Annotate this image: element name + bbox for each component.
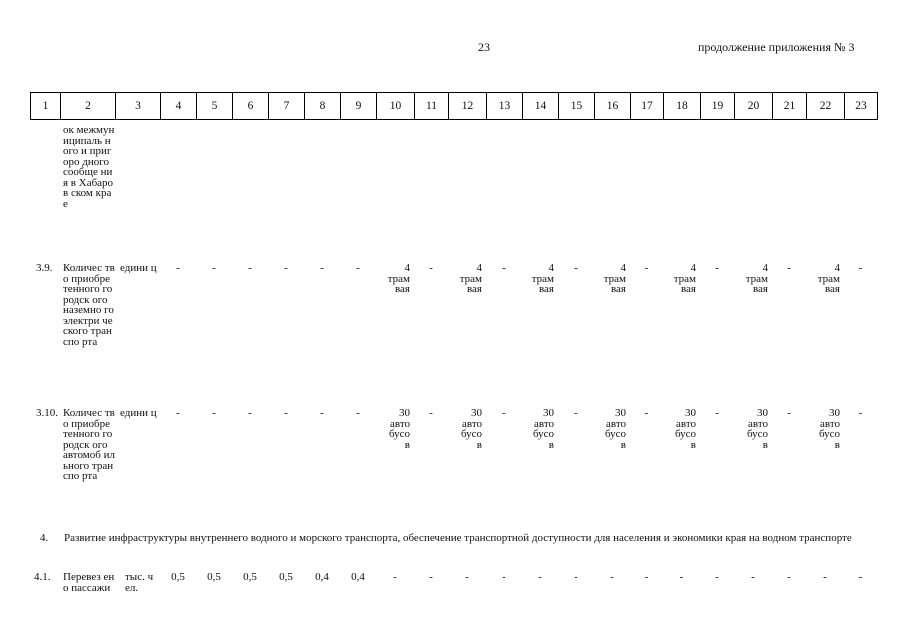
row-3-10-number: 3.10. bbox=[36, 407, 58, 419]
appendix-label: продолжение приложения № 3 bbox=[698, 40, 855, 54]
column-number-cell: 23 bbox=[845, 93, 878, 119]
row-3-10-value-count: 30 bbox=[399, 407, 410, 419]
row-3-10-value-unit: авто бусо в bbox=[532, 417, 554, 451]
column-number-cell: 22 bbox=[807, 93, 845, 119]
column-number-cell: 19 bbox=[701, 93, 735, 119]
continued-row-name: ок межмун иципаль ного и пригоро дного сообще ния в Хабаров ском крае bbox=[63, 124, 115, 210]
row-3-9-dash-col-17: - bbox=[644, 262, 649, 274]
row-4-1-value: 0,5 bbox=[279, 571, 293, 583]
row-4-1-value: - bbox=[858, 571, 863, 583]
row-4-1-value: - bbox=[610, 571, 614, 583]
row-3-9-value-col-12 bbox=[448, 263, 486, 295]
row-3-9-dash-col-8: - bbox=[320, 262, 324, 274]
row-4-1-value: - bbox=[751, 571, 755, 583]
row-3-9-value-col-20 bbox=[734, 263, 772, 295]
column-number-cell: 11 bbox=[415, 93, 449, 119]
row-4-1-value: - bbox=[538, 571, 542, 583]
row-3-10-dash-col-7: - bbox=[284, 407, 288, 419]
row-3-9-value-col-18 bbox=[663, 263, 700, 295]
row-3-9-dash-col-9: - bbox=[356, 262, 360, 274]
row-3-9-dash-col-11: - bbox=[429, 262, 433, 274]
row-3-10-dash-col-23: - bbox=[858, 407, 863, 419]
column-number-cell: 8 bbox=[305, 93, 341, 119]
row-3-9-dash-col-21: - bbox=[787, 262, 791, 274]
row-3-10-value-col-16 bbox=[594, 408, 630, 450]
column-number-cell: 5 bbox=[197, 93, 233, 119]
row-4-1-value: - bbox=[823, 571, 827, 583]
row-3-9-value-count: 4 bbox=[404, 262, 410, 274]
row-3-10-value-count: 30 bbox=[615, 407, 626, 419]
row-4-1-name: Перевез ено пассажи bbox=[63, 571, 115, 594]
row-4-1-value: - bbox=[465, 571, 469, 583]
row-3-9-value-count: 4 bbox=[762, 262, 768, 274]
row-3-10-value-col-10 bbox=[376, 408, 414, 450]
row-3-9-value-count: 4 bbox=[690, 262, 696, 274]
row-3-10-value-col-20 bbox=[734, 408, 772, 450]
row-3-9-number: 3.9. bbox=[36, 262, 53, 274]
column-number-cell: 15 bbox=[559, 93, 595, 119]
row-3-9-value-col-22 bbox=[806, 263, 844, 295]
column-number-cell: 10 bbox=[377, 93, 415, 119]
column-number-cell: 16 bbox=[595, 93, 631, 119]
row-3-10-value-count: 30 bbox=[543, 407, 554, 419]
row-3-10-dash-col-11: - bbox=[429, 407, 433, 419]
row-3-10-value-count: 30 bbox=[757, 407, 768, 419]
row-4-1-value: - bbox=[393, 571, 397, 583]
row-3-9-value-count: 4 bbox=[620, 262, 626, 274]
row-3-9-dash-col-13: - bbox=[502, 262, 506, 274]
column-number-cell: 4 bbox=[161, 93, 197, 119]
row-3-9-dash-col-6: - bbox=[248, 262, 252, 274]
row-3-10-dash-col-9: - bbox=[356, 407, 360, 419]
row-4-1-value: - bbox=[715, 571, 719, 583]
row-3-10-value-unit: авто бусо в bbox=[460, 417, 482, 451]
column-number-cell: 21 bbox=[773, 93, 807, 119]
row-3-9-value-unit: трам вая bbox=[673, 272, 696, 295]
column-number-cell: 12 bbox=[449, 93, 487, 119]
row-3-9-value-unit: трам вая bbox=[603, 272, 626, 295]
row-3-10-value-unit: авто бусо в bbox=[746, 417, 768, 451]
row-3-9-value-unit: трам вая bbox=[745, 272, 768, 295]
row-3-10-value-count: 30 bbox=[471, 407, 482, 419]
row-3-9-value-col-16 bbox=[594, 263, 630, 295]
column-number-cell: 1 bbox=[31, 93, 61, 119]
row-4-1-value: 0,4 bbox=[315, 571, 329, 583]
row-4-1-value: - bbox=[429, 571, 433, 583]
column-number-cell: 18 bbox=[664, 93, 701, 119]
row-3-9-value-count: 4 bbox=[548, 262, 554, 274]
row-3-10-dash-col-4: - bbox=[176, 407, 180, 419]
row-4-1-unit: тыс. чел. bbox=[125, 571, 154, 594]
row-4-1-value: - bbox=[787, 571, 791, 583]
row-3-9-value-count: 4 bbox=[476, 262, 482, 274]
row-4-1-value: 0,5 bbox=[207, 571, 221, 583]
row-3-9-value-col-14 bbox=[522, 263, 558, 295]
row-4-1-value: - bbox=[679, 571, 684, 583]
row-3-10-value-col-12 bbox=[448, 408, 486, 450]
row-3-10-dash-col-15: - bbox=[574, 407, 578, 419]
row-3-10-dash-col-6: - bbox=[248, 407, 252, 419]
column-number-cell: 20 bbox=[735, 93, 773, 119]
row-3-9-value-col-10 bbox=[376, 263, 414, 295]
section-4-title: Развитие инфраструктуры внутреннего водного и морского транспорта, обеспечение транспортной доступности для населения и экономики края на водном транспорте bbox=[64, 532, 852, 544]
row-3-9-dash-col-4: - bbox=[176, 262, 180, 274]
row-3-9-value-unit: трам вая bbox=[387, 272, 410, 295]
column-number-cell: 2 bbox=[61, 93, 116, 119]
row-3-9-value-count: 4 bbox=[834, 262, 840, 274]
column-number-cell: 14 bbox=[523, 93, 559, 119]
row-4-1-number: 4.1. bbox=[34, 571, 51, 583]
row-3-9-dash-col-7: - bbox=[284, 262, 288, 274]
row-3-10-dash-col-17: - bbox=[644, 407, 649, 419]
row-3-10-dash-col-8: - bbox=[320, 407, 324, 419]
column-number-cell: 7 bbox=[269, 93, 305, 119]
row-3-10-dash-col-21: - bbox=[787, 407, 791, 419]
row-4-1-value: - bbox=[574, 571, 578, 583]
row-3-10-value-unit: авто бусо в bbox=[674, 417, 696, 451]
row-3-10-value-count: 30 bbox=[685, 407, 696, 419]
row-3-10-value-unit: авто бусо в bbox=[818, 417, 840, 451]
row-3-9-dash-col-23: - bbox=[858, 262, 863, 274]
row-4-1-value: 0,5 bbox=[243, 571, 257, 583]
column-number-cell: 6 bbox=[233, 93, 269, 119]
row-3-9-value-unit: трам вая bbox=[531, 272, 554, 295]
column-number-header bbox=[30, 92, 878, 120]
row-3-10-dash-col-19: - bbox=[715, 407, 719, 419]
column-number-cell: 17 bbox=[631, 93, 664, 119]
row-3-9-dash-col-15: - bbox=[574, 262, 578, 274]
row-3-10-unit: едини ц bbox=[120, 407, 157, 419]
page-number: 23 bbox=[478, 40, 490, 54]
row-4-1-value: 0,5 bbox=[171, 571, 185, 583]
row-3-9-value-unit: трам вая bbox=[817, 272, 840, 295]
row-4-1-value: - bbox=[644, 571, 649, 583]
row-3-10-name: Количес тво приобре тенного городск ого автомоб ильного транспо рта bbox=[63, 407, 115, 482]
row-3-9-dash-col-19: - bbox=[715, 262, 719, 274]
row-3-9-unit: едини ц bbox=[120, 262, 157, 274]
row-3-10-dash-col-13: - bbox=[502, 407, 506, 419]
row-3-10-value-unit: авто бусо в bbox=[388, 417, 410, 451]
row-3-9-value-unit: трам вая bbox=[459, 272, 482, 295]
row-3-10-dash-col-5: - bbox=[212, 407, 216, 419]
column-number-cell: 3 bbox=[116, 93, 161, 119]
column-number-cell: 9 bbox=[341, 93, 377, 119]
row-3-10-value-col-14 bbox=[522, 408, 558, 450]
row-3-10-value-unit: авто бусо в bbox=[604, 417, 626, 451]
row-3-9-name: Количес тво приобре тенного городск ого наземно го электри ческого транспо рта bbox=[63, 262, 115, 348]
row-3-10-value-col-18 bbox=[663, 408, 700, 450]
column-number-cell: 13 bbox=[487, 93, 523, 119]
row-3-10-value-count: 30 bbox=[829, 407, 840, 419]
row-4-1-value: - bbox=[502, 571, 506, 583]
row-3-9-dash-col-5: - bbox=[212, 262, 216, 274]
row-4-1-value: 0,4 bbox=[351, 571, 365, 583]
row-3-10-value-col-22 bbox=[806, 408, 844, 450]
section-4-number: 4. bbox=[40, 532, 49, 544]
